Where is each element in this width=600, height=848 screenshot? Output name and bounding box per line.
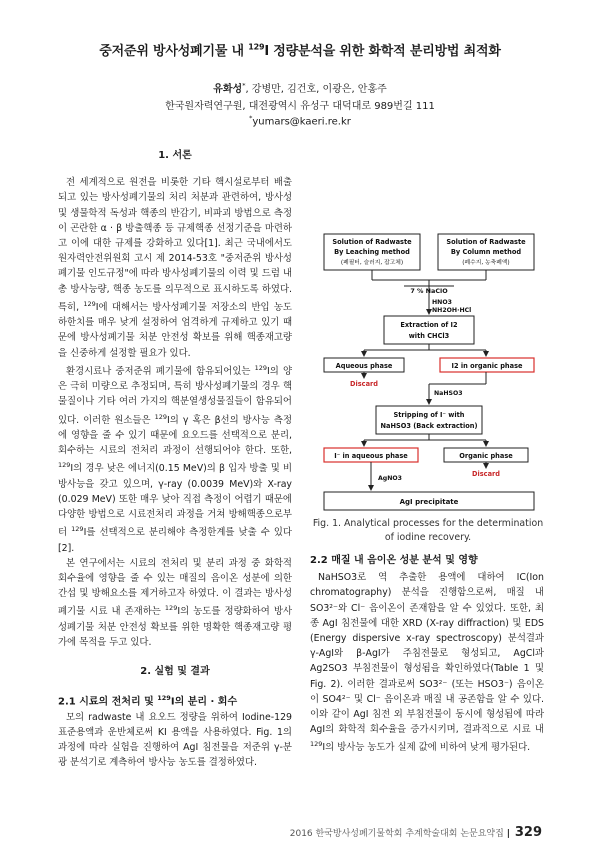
page-footer <box>290 825 542 840</box>
intro-heading: 1. 서론 <box>158 150 192 161</box>
co-authors: , 강병만, 김건호, 이광은, 안홍주 <box>245 84 387 95</box>
leaching-box-line3: (폐필터, 슬러지, 잡고체) <box>340 260 404 266</box>
column-box-line2: By Column method <box>450 248 522 256</box>
discard-label-1: Discard <box>350 380 378 388</box>
organic-i2-label: I2 in organic phase <box>451 362 523 370</box>
right-column-bottom <box>310 553 544 756</box>
intro-paragraph-3: 본 연구에서는 시료의 전처리 및 분리 과정 중 화학적 회수율에 영향을 줄 수 있는 매질의 음이온 성분에 의한 간섭 및 방해요소를 제거하고자 하였다. 이 결과는 방사성폐기물 시료 내 존재하는 $^{129}$I의 농도를 정량화하여 방사성폐기물 처분 안전성 확보를 위한 명확한 핵종재고량 평가에 목적을 두고 있다. <box>58 557 292 648</box>
reagent-naclo: 7 % NaClO <box>410 287 448 295</box>
affiliation: 한국원자력연구원, 대전광역시 유성구 대덕대로 989번길 111 <box>165 101 435 112</box>
leaching-box-line2: By Leaching method <box>334 248 410 256</box>
subsection-2-1-heading: 2.1 시료의 전처리 및 $^{129}$I의 분리 · 회수 <box>58 694 238 708</box>
reagent-agno3: AgNO3 <box>378 475 402 482</box>
experiment-heading: 2. 실험 및 결과 <box>140 666 210 678</box>
discard-label-2: Discard <box>472 470 500 478</box>
author-list <box>0 80 600 95</box>
leaching-box-line1: Solution of Radwaste <box>332 238 412 246</box>
corresponding-mark: * <box>242 81 246 90</box>
email-address: yumars@kaeri.re.kr <box>252 116 351 128</box>
left-column <box>58 148 292 771</box>
stripping-line1: Stripping of I⁻ with <box>393 411 465 419</box>
footer-separator: | <box>506 829 510 839</box>
figure-1-flowchart <box>318 228 540 516</box>
corresponding-author: 유화성 <box>213 84 243 95</box>
reagent-nh2oh: NH2OH·HCl <box>432 307 472 314</box>
figure-1-caption <box>312 517 544 545</box>
column-box-line3: (폐수지, 농축폐액) <box>462 260 510 266</box>
caption-line-2: of iodine recovery. <box>384 532 472 543</box>
title-suffix: I 정량분석을 위한 화학적 분리방법 최적화 <box>264 44 501 59</box>
subsection-2-2-paragraph: NaHSO3로 역 추출한 용액에 대하여 IC(Ion chromatography) 분석을 진행함으로써, 매질 내 SO3²⁻와 Cl⁻ 음이온이 존재함을 알 수 있었다. 또한, 최종 AgI 침전물에 대한 XRD (X-ray diffraction) 및 EDS (Energy dispersive x-ray spectroscopy) 분석결과 γ-AgI와 β-AgI가 주침전물로 형성되고, AgCl과 Ag2SO3 부침전물이 형성됨을 확인하였다(Table 1 및 Fig. 2). 이러한 결과로써 SO3²⁻ (또는 HSO3⁻) 음이온이 SO4²⁻ 및 Cl⁻ 음이온과 매질 내 공존함을 알 수 있다. 이와 같이 AgI 침전 외 부침전물이 동시에 형성됨에 따라 AgI의 화학적 회수율을 증가시키며, 결과적으로 시료 내 $^{129}$I의 방사능 농도가 실제 값에 비하여 낮게 평가된다. <box>310 572 544 754</box>
title-prefix: 중저준위 방사성폐기물 내 <box>99 44 249 59</box>
footer-text: 2016 한국방사성폐기물학회 추계학술대회 논문요약집 <box>289 829 504 839</box>
organic-phase-label: Organic phase <box>459 452 513 460</box>
aqueous-phase-label: Aqueous phase <box>335 362 393 370</box>
iodide-aqueous-label: I⁻ in aqueous phase <box>334 452 408 460</box>
intro-paragraph-2: 환경시료나 중저준위 폐기물에 함유되어있는 $^{129}$I의 양은 극히 미량으로 추정되며, 특히 방사성폐기물의 경우 핵물질이나 기타 여러 가지의 핵분열생성물질들이 함유되어 있다. 이러한 원소들은 $^{129}$I의 γ 혹은 β선의 방사능 측정에 영향을 줄 수 있기 때문에 요오드를 선택적으로 분리, 회수하는 시료의 전처리 과정이 선행되어야 한다. 또한, $^{129}$I의 경우 낮은 에너지(0.15 MeV)의 β 입자 방출 및 비방사능을 갖고 있으며, γ-ray (0.0039 MeV)와 X-ray (0.029 MeV) 또한 매우 낮아 직접 측정이 어렵기 때문에 다양한 방법으로 시료전처리 과정을 거쳐 방해핵종으로부터 $^{129}$I를 선택적으로 분리해야 측정한계를 낮출 수 있다[2]. <box>58 363 293 554</box>
reagent-hno3: HNO3 <box>432 299 452 306</box>
caption-line-1: Fig. 1. Analytical processes for the determination <box>312 518 544 529</box>
email-line <box>0 114 600 127</box>
paper-title <box>0 40 600 59</box>
intro-paragraph-1: 전 세계적으로 원전을 비롯한 기타 핵시설로부터 배출되고 있는 방사성폐기물의 처리 처분과 관련하여, 방사성 및 생물학적 독성과 핵종의 반감기, 비파괴 방법으로 측정이 곤란한 α · β 방출핵종 등 규제핵종 선정기준을 마련하고 이에 대한 규제를 강화하고 있다[1]. 최근 국내에서도 원자력안전위원회 고시 제 2014-53호 "중저준위 방사성폐기물 인도규정"에 따라 방사성폐기물의 이력 및 드럼 내 총 방사능량, 핵종 농도를 의무적으로 표시하도록 하였다. 특히, $^{129}$I에 대해서는 방사성폐기물 저장소의 반입 농도 하한치를 매우 낮게 설정하여 엄격하게 규제하고 있기 때문에 방사성폐기물 처분 안전성 확보를 위해 핵종재고량을 신중하게 설정할 필요가 있다. <box>58 177 292 359</box>
extraction-line1: Extraction of I2 <box>400 321 458 329</box>
extraction-line2: with CHCl3 <box>408 332 450 340</box>
page-number: 329 <box>514 825 542 840</box>
subsection-2-2-heading: 2.2 매질 내 음이온 성분 분석 및 영향 <box>310 555 478 566</box>
agi-precipitate-label: AgI precipitate <box>399 498 459 506</box>
subsection-2-1-paragraph: 모의 radwaste 내 요오드 정량을 위하여 Iodine-129 표준용액과 운반체로써 KI 용액을 사용하였다. Fig. 1의 과정에 따라 실험을 진행하여 AgI 침전물을 저준위 γ-분광 분석기로 계측하여 방사능 농도를 결정하였다. <box>58 711 292 769</box>
stripping-line2: NaHSO3 (Back extraction) <box>380 422 478 430</box>
column-box-line1: Solution of Radwaste <box>446 238 526 246</box>
reagent-nahso3: NaHSO3 <box>434 390 463 397</box>
title-superscript: 129 <box>248 42 265 52</box>
email-mark: * <box>249 114 253 122</box>
